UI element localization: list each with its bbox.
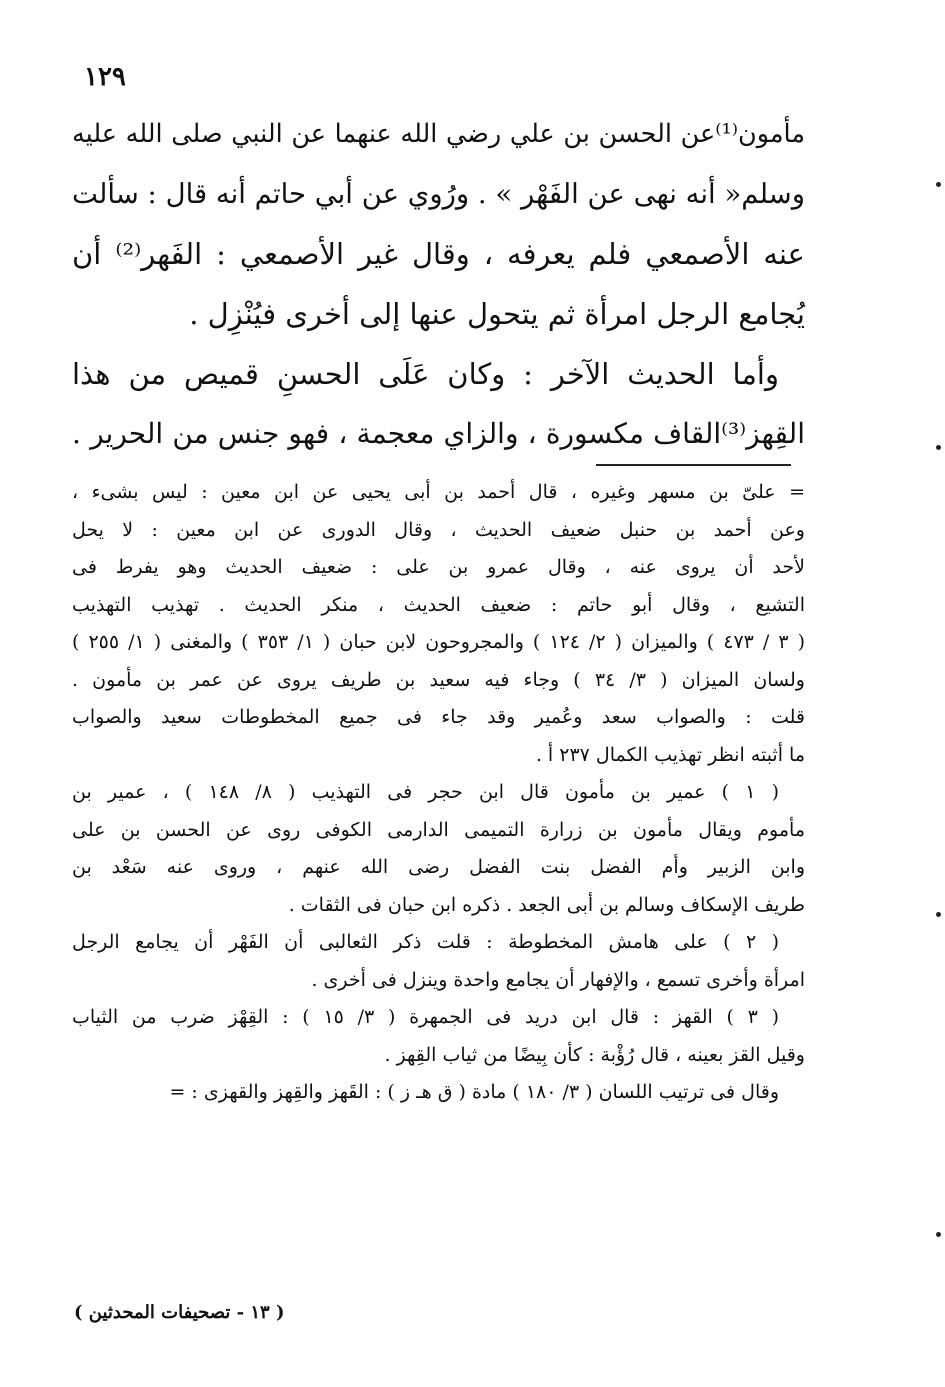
main-line: وسلم« أنه نهى عن الفَهْر » . ورُوي عن أبي حاتم أنه قال : سألت (72, 178, 805, 210)
main-line: القِهز⁽³⁾القاف مكسورة ، والزاي معجمة ، فهو جنس من الحرير . (72, 417, 805, 450)
page-number: ١٢٩ (84, 62, 126, 92)
main-line: عنه الأصمعي فلم يعرفه ، وقال غير الأصمعي : الفَهر⁽²⁾ أن (72, 237, 805, 271)
margin-mark (936, 912, 941, 917)
footnote-line: ( ٣ / ٤٧٣ ) والميزان ( ٢/ ١٢٤ ) والمجروحون لابن حبان ( ١/ ٣٥٣ ) والمغنى ( ١/ ٢٥٥ ) (72, 631, 805, 653)
main-text (72, 104, 805, 464)
margin-mark (936, 1232, 941, 1237)
footnote-3 (72, 999, 805, 1112)
footnote-line: = علىّ بن مسهر وغيره ، قال أحمد بن أبى يحيى عن ابن معين : ليس بشىء ، (72, 481, 805, 503)
footer-signature: ( ١٣ - تصحيفات المحدثين ) (74, 1302, 285, 1323)
margin-mark (936, 445, 941, 450)
footnote-line: امرأة وأخرى تسمع ، والإفهار أن يجامع واحدة وينزل فى أخرى . (311, 968, 805, 991)
footnote-line: التشيع ، وقال أبو حاتم : ضعيف الحديث ، منكر الحديث . تهذيب التهذيب (72, 593, 805, 616)
footnote-line: ( ١ ) عمير بن مأمون قال ابن حجر فى التهذيب ( ٨/ ١٤٨ ) ، عمير بن (72, 781, 780, 803)
footnote-line: ما أثبته انظر تهذيب الكمال ٢٣٧ أ . (535, 743, 805, 766)
footnote-line: لأحد أن يروى عنه ، وقال عمرو بن على : ضعيف الحديث وهو يفرط فى (72, 556, 805, 578)
main-line: يُجامع الرجل امرأة ثم يتحول عنها إلى أخرى فيُنْزِل . (189, 297, 805, 331)
main-line: مأمون⁽¹⁾عن الحسن بن علي رضي الله عنهما عن النبي صلى الله عليه (72, 119, 805, 149)
margin-mark (936, 182, 941, 187)
footnote-1 (72, 774, 805, 924)
footnote-separator (596, 464, 791, 466)
footnote-line: مأموم ويقال مأمون بن زرارة التميمى الدارمى الكوفى روى عن الحسن بن على (72, 818, 805, 841)
footnote-line: ( ٣ ) القهز : قال ابن دريد فى الجمهرة ( ٣/ ١٥ ) : القِهْز ضرب من الثياب (72, 1006, 780, 1028)
footnote-line: ( ٢ ) على هامش المخطوطة : قلت ذكر الثعالبى أن الفَهْر أن يجامع الرجل (72, 931, 779, 953)
footnote-line: وعن أحمد بن حنبل ضعيف الحديث ، وقال الدورى عن ابن معين : لا يحل (72, 518, 805, 541)
footnotes (72, 474, 805, 1112)
footnote-line: ولسان الميزان ( ٣/ ٣٤ ) وجاء فيه سعيد بن طريف يروى عن عمر بن مأمون . (72, 668, 805, 691)
footnote-line: وابن الزبير وأم الفضل بنت الفضل رضى الله عنهم ، وروى عنه سَعْد بن (72, 856, 805, 878)
main-line: وأما الحديث الآخر : وكان عَلَى الحسنِ قميص من هذا (72, 357, 779, 391)
footnote-line: وقيل القز بعينه ، قال رُؤْبة : كأن بِيضًا من ثياب القِهز . (384, 1043, 805, 1066)
footnote-line: طريف الإسكاف وسالم بن أبى الجعد . ذكره ابن حبان فى الثقات . (288, 893, 805, 916)
footnote-2 (72, 924, 805, 999)
footnote-line: قلت : والصواب سعد وعُمير وقد جاء فى جميع المخطوطات سعيد والصواب (72, 706, 805, 728)
footnote-continuation (72, 474, 805, 774)
footnote-line: وقال فى ترتيب اللسان ( ٣/ ١٨٠ ) مادة ( ق هـ ز ) : القَهز والقِهز والقهزى : = (169, 1081, 779, 1103)
